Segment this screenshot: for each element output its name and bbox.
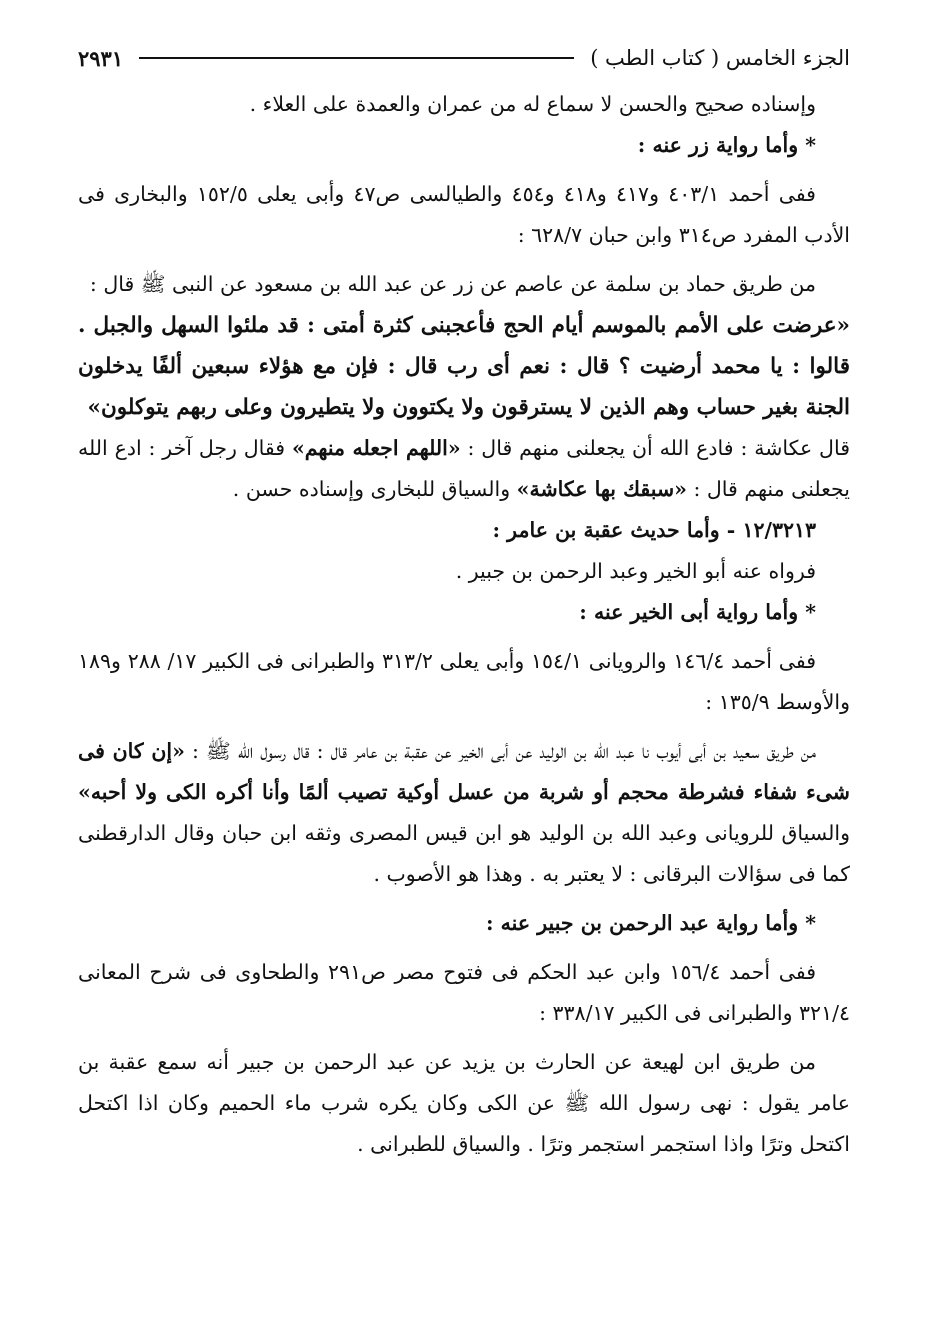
section-heading-uqba: ١٢/٣٢١٣ - وأما حديث عقبة بن عامر : <box>492 518 816 542</box>
section-heading-abu-khair: * وأما رواية أبى الخير عنه : <box>579 600 816 624</box>
paragraph-narrators-uqba: فرواه عنه أبو الخير وعبد الرحمن بن جبير . <box>455 559 816 583</box>
paragraph-sources-abu-khair: ففى أحمد ١٤٦/٤ والرويانى ١٥٤/١ وأبى يعلى ٣١٣/٢ والطبرانى فى الكبير ١٧/ ٢٨٨ و١٨٩ والأوسط ١٣٥/٩ : <box>78 649 850 714</box>
paragraph-chain-ibn-jubair: من طريق ابن لهيعة عن الحارث بن يزيد عن عبد الرحمن بن جبير أنه سمع عقبة بن عامر يقول : نهى رسول الله ﷺ عن الكى وكان يكره شرب ماء الحميم وكان اذا اكتحل اكتحل وترًا واذا استجمر استجمر وترًا . والسياق للطبرانى . <box>78 1050 850 1156</box>
hadith-text-ibn-masud: «عرضت على الأمم بالموسم أيام الحج فأعجبنى كثرة أمتى : قد ملئوا السهل والجبل . قالوا : يا محمد أرضيت ؟ قال : نعم أى رب قال : فإن مع هؤلاء سبعين ألفًا يدخلون الجنة بغير حساب وهم الذين لا يسترقون ولا يكتوون ولا يتطيرون وعلى ربهم يتوكلون» <box>78 313 850 420</box>
paragraph-chain-zirr: من طريق حماد بن سلمة عن عاصم عن زر عن عبد الله بن مسعود عن النبى ﷺ قال : <box>89 272 816 296</box>
page-number: ٢٩٣١ <box>78 45 124 71</box>
header-rule <box>139 57 574 59</box>
section-heading-ibn-jubair: * وأما رواية عبد الرحمن بن جبير عنه : <box>485 911 816 935</box>
paragraph-ukkasha <box>78 428 850 510</box>
paragraph-sources-ibn-jubair: ففى أحمد ١٥٦/٤ وابن عبد الحكم فى فتوح مصر ص٢٩١ والطحاوى فى شرح المعانى ٣٢١/٤ والطبرانى فى الكبير ٣٣٨/١٧ : <box>78 960 850 1025</box>
ukkasha-quote-2: «سبقك بها عكاشة» <box>516 477 687 501</box>
book-page <box>78 38 850 1317</box>
ukkasha-text-3: والسياق للبخارى وإسناده حسن . <box>232 477 517 501</box>
ukkasha-text-2: فقال رجل آخر : ادع الله يجعلنى منهم قال : <box>78 436 850 501</box>
page-body <box>78 84 850 1165</box>
ukkasha-text-1: قال عكاشة : فادع الله أن يجعلنى منهم قال : <box>460 436 850 460</box>
hadith-text-shifa: «إن كان فى شىء شفاء فشرطة محجم أو شربة من عسل أوكية تصيب ألمًا وأنا أكره الكى ولا أحبه» <box>78 739 850 804</box>
paragraph-chain-abu-khair <box>78 731 850 895</box>
section-heading-zirr: * وأما رواية زر عنه : <box>637 133 816 157</box>
chain-commentary: والسياق للرويانى وعبد الله بن الوليد هو ابن قيس المصرى وثقه ابن حبان وقال الدارقطنى كما فى سؤالات البرقانى : لا يعتبر به . وهذا هو الأصوب . <box>78 821 850 886</box>
paragraph-isnad-note: وإسناده صحيح والحسن لا سماع له من عمران والعمدة على العلاء . <box>249 92 816 116</box>
chain-text: من طريق سعيد بن أبى أيوب نا عبد الله بن الوليد عن أبى الخير عن عقبة بن عامر قال : قال رسول الله ﷺ : <box>184 739 816 763</box>
ukkasha-quote-1: «اللهم اجعله منهم» <box>291 436 461 460</box>
page-header <box>78 38 850 78</box>
running-title: الجزء الخامس ( كتاب الطب ) <box>590 46 850 70</box>
paragraph-sources-zirr: ففى أحمد ٤٠٣/١ و٤١٧ و٤١٨ و٤٥٤ والطيالسى ص٤٧ وأبى يعلى ١٥٢/٥ والبخارى فى الأدب المفرد ص٣١٤ وابن حبان ٦٢٨/٧ : <box>78 182 850 247</box>
